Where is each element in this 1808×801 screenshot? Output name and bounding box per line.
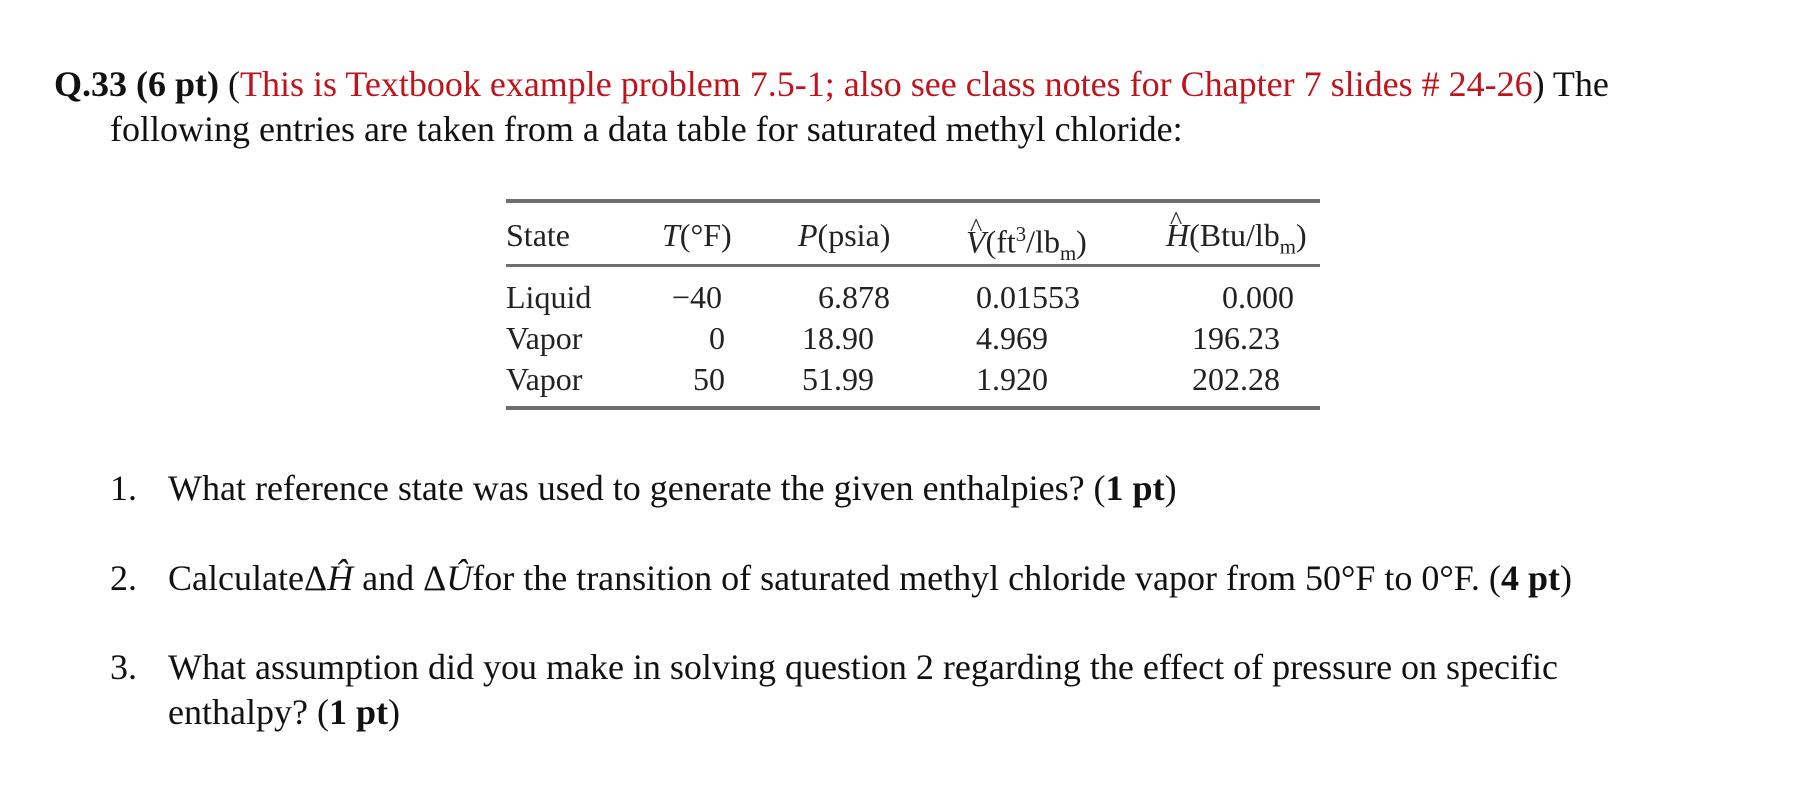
open-paren: (	[228, 64, 241, 104]
table-cell-volume: 0.01553	[976, 279, 1080, 315]
item-number: 2.	[110, 558, 137, 598]
table-cell-pressure: 18.90	[802, 320, 874, 356]
table-cell-state: Vapor	[506, 361, 583, 397]
item-text-line-2: enthalpy? (1 pt)	[168, 692, 400, 732]
table-cell-state: Liquid	[506, 279, 592, 315]
table-cell-temperature: −40	[672, 279, 723, 315]
item-text-line-1: What assumption did you make in solving question 2 regarding the effect of pressure on specific	[168, 647, 1558, 687]
header-pressure: P(psia)	[798, 217, 891, 253]
table-top-rule	[506, 199, 1320, 203]
table-cell-temperature: 50	[693, 361, 725, 397]
table-cell-temperature: 0	[709, 320, 725, 356]
table-cell-pressure: 6.878	[818, 279, 890, 315]
item-text: CalculateΔĤ and ΔÛfor the transition of saturated methyl chloride vapor from 50°F to 0°F. (4 pt)	[168, 558, 1572, 598]
question-label: Q.33	[54, 64, 128, 104]
table-cell-enthalpy: 202.28	[1192, 361, 1280, 397]
header-state: State	[506, 217, 570, 253]
table-cell-state: Vapor	[506, 320, 583, 356]
item-text: What reference state was used to generate the given enthalpies? (1 pt)	[168, 468, 1177, 508]
reference-note: This is Textbook example problem 7.5-1; also see class notes for Chapter 7 slides # 24-26	[240, 64, 1533, 104]
table-cell-volume: 4.969	[976, 320, 1048, 356]
table-cell-enthalpy: 196.23	[1192, 320, 1280, 356]
question-points: (6 pt)	[136, 64, 220, 104]
question-header	[54, 62, 1794, 107]
table-cell-enthalpy: 0.000	[1222, 279, 1294, 315]
item-number: 1.	[110, 468, 137, 508]
table-bottom-rule	[506, 406, 1320, 410]
header-specific-enthalpy: ^ $H(Btu/lb_m)$	[1166, 215, 1307, 267]
close-paren-tail: ) The	[1532, 64, 1609, 104]
table-cell-pressure: 51.99	[802, 361, 874, 397]
header-specific-volume: ^ $V(ft^3/lb_m)$	[966, 215, 1087, 274]
u-hat-symbol: Û	[446, 558, 473, 598]
item-number: 3.	[110, 647, 137, 687]
header-temperature: T(°F)	[662, 217, 732, 253]
h-hat-symbol: Ĥ	[327, 558, 354, 598]
table-cell-volume: 1.920	[976, 361, 1048, 397]
question-continuation: following entries are taken from a data table for saturated methyl chloride:	[110, 109, 1183, 149]
